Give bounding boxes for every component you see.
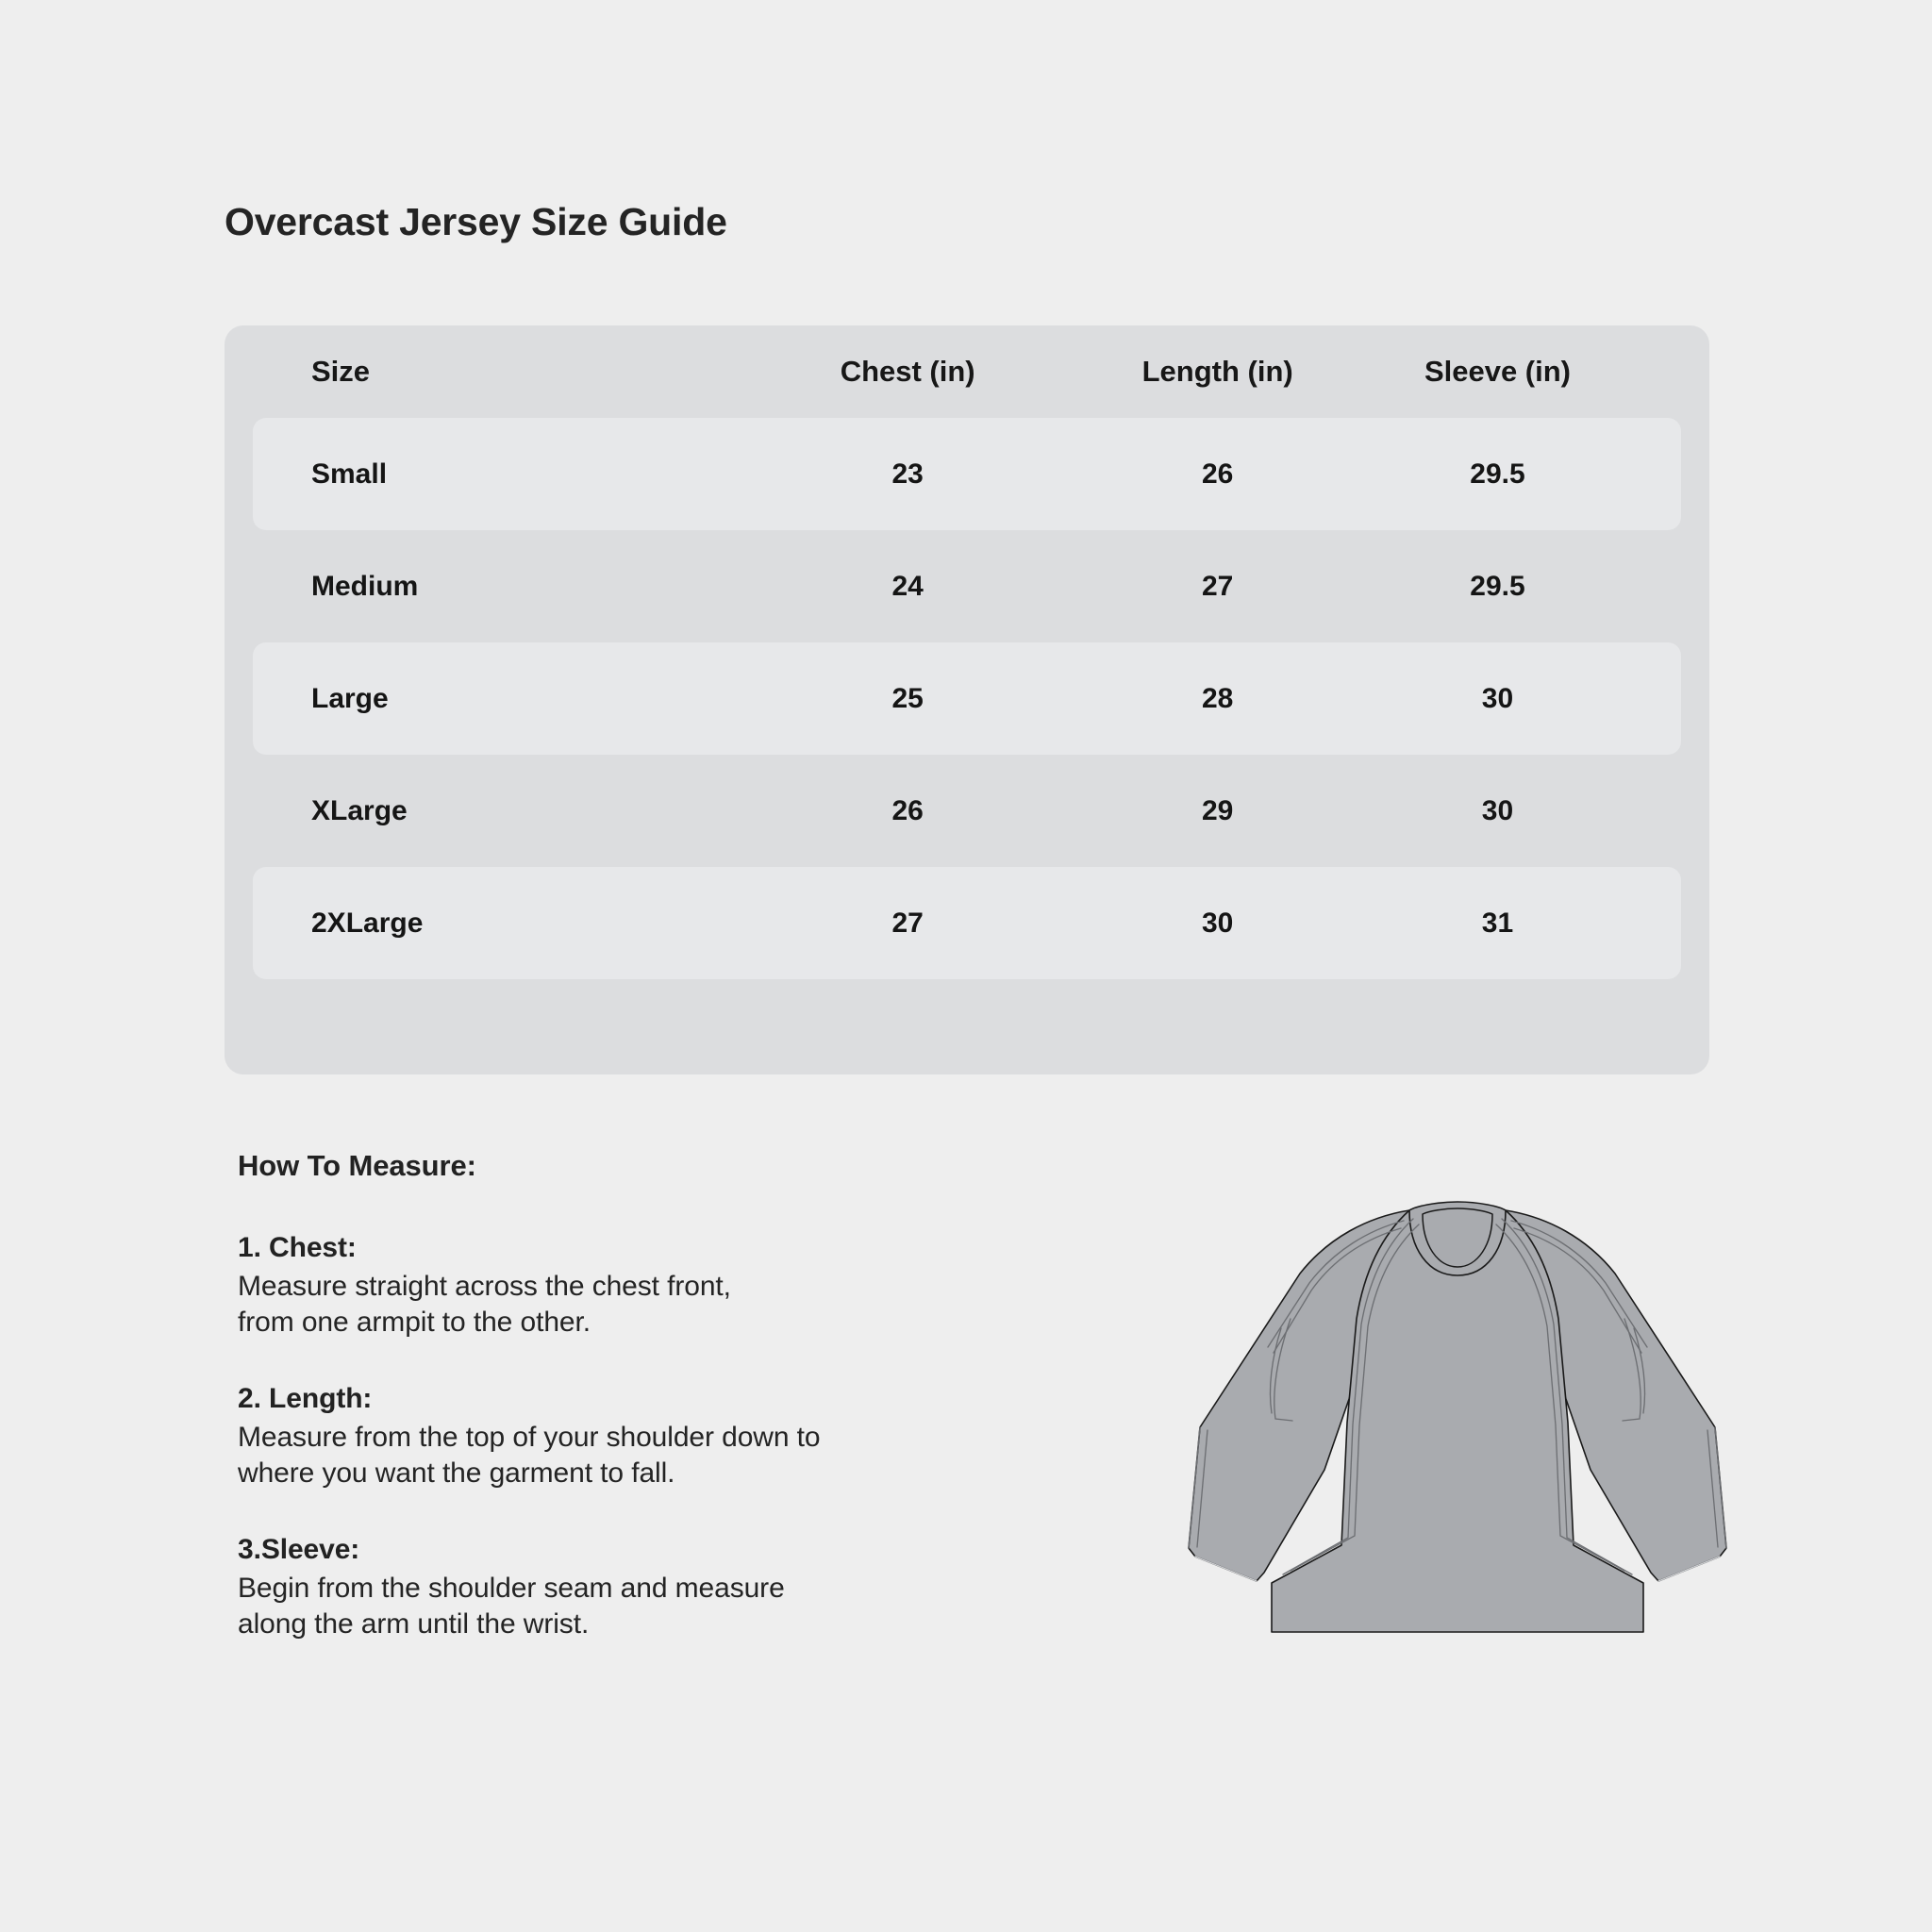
measure-text-chest-line2: from one armpit to the other. (238, 1307, 591, 1339)
column-header-length: Length (in) (1141, 355, 1293, 388)
cell-length: 30 (1062, 867, 1373, 979)
cell-sleeve: 30 (1373, 642, 1681, 755)
cell-chest: 23 (753, 418, 1063, 530)
cell-size: Small (253, 418, 753, 530)
size-table (253, 325, 1681, 979)
cell-chest: 26 (891, 794, 924, 826)
measure-text-sleeve-line2: along the arm until the wrist. (238, 1607, 590, 1640)
table-row (253, 755, 1681, 867)
page-title: Overcast Jersey Size Guide (225, 200, 727, 243)
cell-chest: 24 (891, 570, 924, 602)
cell-sleeve: 31 (1373, 867, 1681, 979)
measure-text-length-line2: where you want the garment to fall. (238, 1457, 675, 1490)
measure-label-length: 2. Length: (238, 1382, 373, 1414)
table-row (253, 418, 1681, 530)
measure-item-chest (238, 1232, 1049, 1341)
cell-length: 27 (1202, 570, 1234, 602)
cell-length: 28 (1062, 642, 1373, 755)
cell-length: 26 (1062, 418, 1373, 530)
measure-item-sleeve (238, 1534, 1049, 1643)
measure-text-sleeve-line1: Begin from the shoulder seam and measure (238, 1572, 785, 1604)
column-header-chest: Chest (in) (840, 355, 975, 388)
size-table-card (225, 325, 1709, 1074)
size-table-header (253, 325, 1681, 418)
column-header-size: Size (311, 355, 371, 388)
measure-label-sleeve: 3.Sleeve: (238, 1533, 360, 1565)
cell-sleeve: 29.5 (1470, 570, 1525, 602)
cell-sleeve: 30 (1481, 794, 1514, 826)
measure-text-chest-line1: Measure straight across the chest front, (238, 1271, 731, 1302)
measure-item-length (238, 1383, 1049, 1492)
cell-size: XLarge (311, 794, 408, 826)
cell-length: 29 (1202, 794, 1234, 826)
size-table-body (253, 418, 1681, 979)
jersey-illustration (1162, 1187, 1753, 1685)
table-row (253, 530, 1681, 642)
cell-chest: 27 (753, 867, 1063, 979)
how-to-measure-heading: How To Measure: (238, 1149, 476, 1182)
measure-label-chest: 1. Chest: (238, 1232, 357, 1263)
jersey-flat-sketch-icon (1162, 1187, 1753, 1685)
table-row (253, 642, 1681, 755)
cell-size: 2XLarge (253, 867, 753, 979)
column-header-sleeve: Sleeve (in) (1424, 355, 1571, 388)
cell-size: Large (253, 642, 753, 755)
cell-size: Medium (311, 570, 419, 602)
table-row (253, 867, 1681, 979)
cell-sleeve: 29.5 (1373, 418, 1681, 530)
table-header-row (253, 325, 1681, 418)
measure-text-length-line1: Measure from the top of your shoulder down to (238, 1421, 821, 1453)
cell-chest: 25 (753, 642, 1063, 755)
how-to-measure-section (238, 1149, 1049, 1642)
